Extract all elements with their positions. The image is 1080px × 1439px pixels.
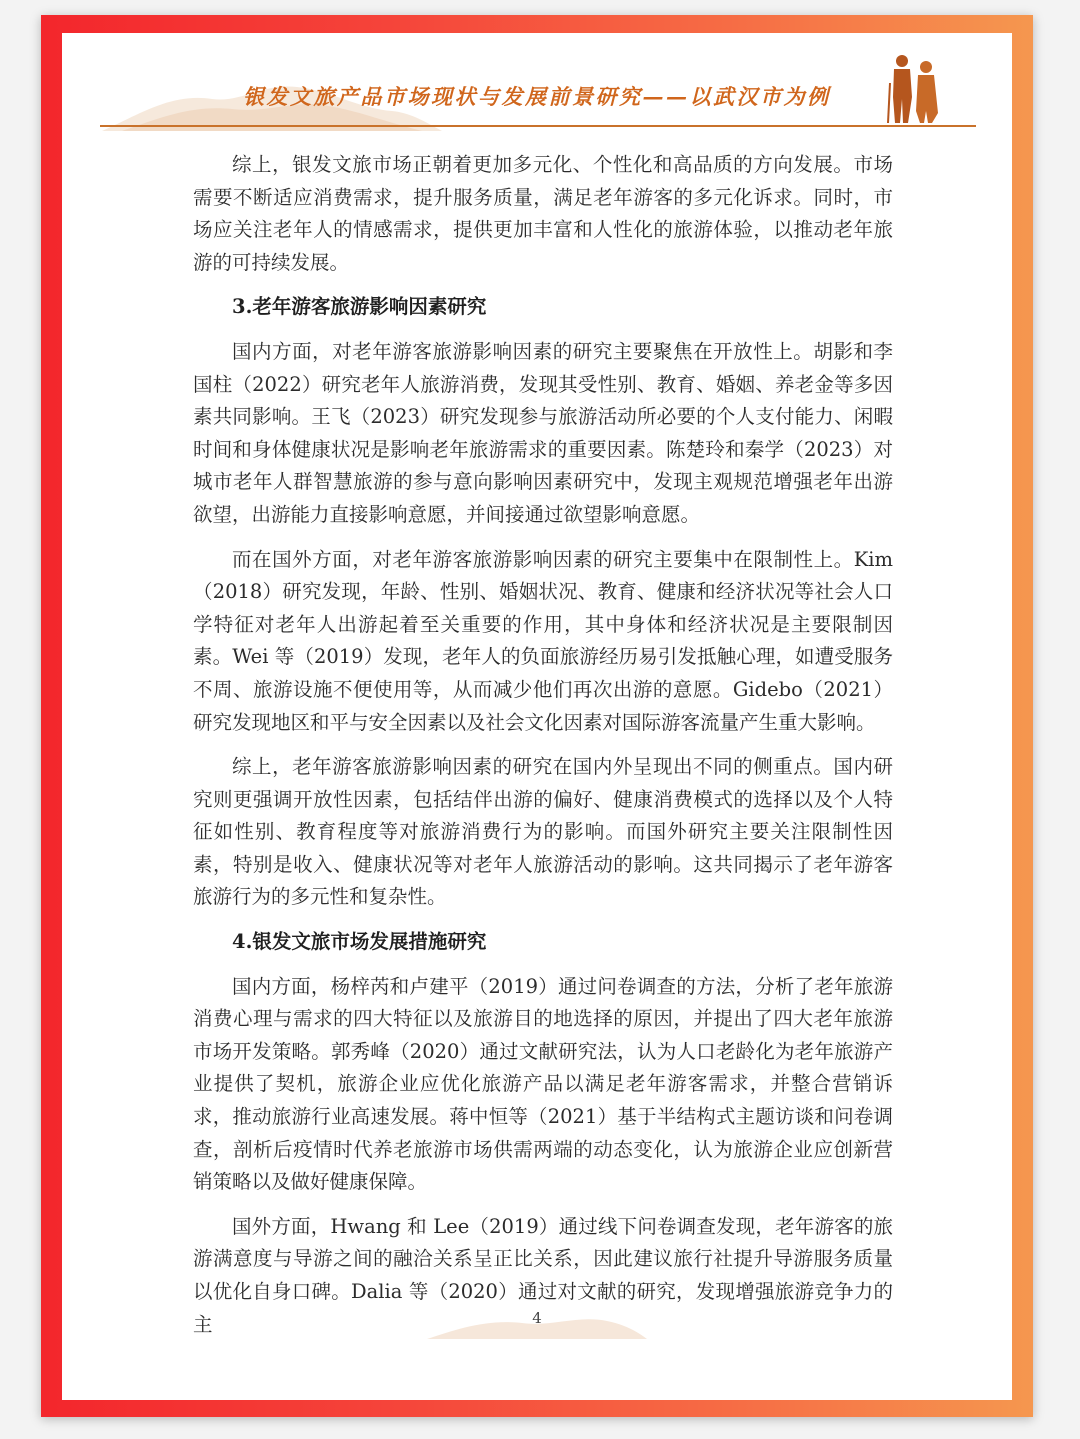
elderly-couple-icon — [882, 53, 952, 125]
section-heading: 4.银发文旅市场发展措施研究 — [232, 930, 487, 954]
paragraph: 而在国外方面，对老年游客旅游影响因素的研究主要集中在限制性上。Kim（2018）研究发现，年龄、性别、婚姻状况、教育、健康和经济状况等社会人口学特征对老年人出游起着至关重要的作用，其中身体和经济状况是主要限制因素。Wei 等（2019）发现，老年人的负面旅游经历易引发抵触心理，如遭受服务不周、旅游设施不便使用等，从而减少他们再次出游的意愿。Gidebo（2021）研究发现地区和平与安全因素以及社会文化因素对国际游客流量产生重大影响。 — [193, 547, 893, 734]
paragraph: 国外方面，Hwang 和 Lee（2019）通过线下问卷调查发现，老年游客的旅游满意度与导游之间的融洽关系呈正比关系，因此建议旅行社提升导游服务质量以优化自身口碑。Dalia 等（2020）通过对文献的研究，发现增强旅游竞争力的主 — [193, 1214, 893, 1336]
page-header — [62, 33, 1012, 133]
paragraph: 综上，老年游客旅游影响因素的研究在国内外呈现出不同的侧重点。国内研究则更强调开放性因素，包括结伴出游的偏好、健康消费模式的选择以及个人特征如性别、教育程度等对旅游消费行为的影响。而国外研究主要关注限制性因素，特别是收入、健康状况等对老年人旅游活动的影响。这共同揭示了老年游客旅游行为的多元性和复杂性。 — [193, 755, 893, 909]
header-title: 银发文旅产品市场现状与发展前景研究——以武汉市为例 — [243, 84, 831, 109]
section-heading: 3.老年游客旅游影响因素研究 — [232, 295, 487, 319]
paragraph: 综上，银发文旅市场正朝着更加多元化、个性化和高品质的方向发展。市场需要不断适应消费需求，提升服务质量，满足老年游客的多元化诉求。同时，市场应关注老年人的情感需求，提供更加丰富和人性化的旅游体验，以推动老年旅游的可持续发展。 — [193, 153, 893, 274]
page-frame — [41, 15, 1033, 1417]
article-body — [193, 149, 893, 1353]
paragraph: 国内方面，对老年游客旅游影响因素的研究主要聚焦在开放性上。胡影和李国柱（2022）研究老年人旅游消费，发现其受性别、教育、婚姻、养老金等多因素共同影响。王飞（2023）研究发现参与旅游活动所必要的个人支付能力、闲暇时间和身体健康状况是影响老年旅游需求的重要因素。陈楚玲和秦学（2023）对城市老年人群智慧旅游的参与意向影响因素研究中，发现主观规范增强老年出游欲望，出游能力直接影响意愿，并间接通过欲望影响意愿。 — [193, 339, 893, 526]
document-page — [62, 33, 1012, 1400]
header-rule — [100, 125, 976, 127]
paragraph: 国内方面，杨梓芮和卢建平（2019）通过问卷调查的方法，分析了老年旅游消费心理与需求的四大特征以及旅游目的地选择的原因，并提出了四大老年旅游市场开发策略。郭秀峰（2020）通过文献研究法，认为人口老龄化为老年旅游产业提供了契机，旅游企业应优化旅游产品以满足老年游客需求，并整合营销诉求，推动旅游行业高速发展。蒋中恒等（2021）基于半结构式主题访谈和问卷调查，剖析后疫情时代养老旅游市场供需两端的动态变化，认为旅游企业应创新营销策略以及做好健康保障。 — [193, 974, 893, 1194]
page-number: 4 — [532, 1309, 542, 1327]
